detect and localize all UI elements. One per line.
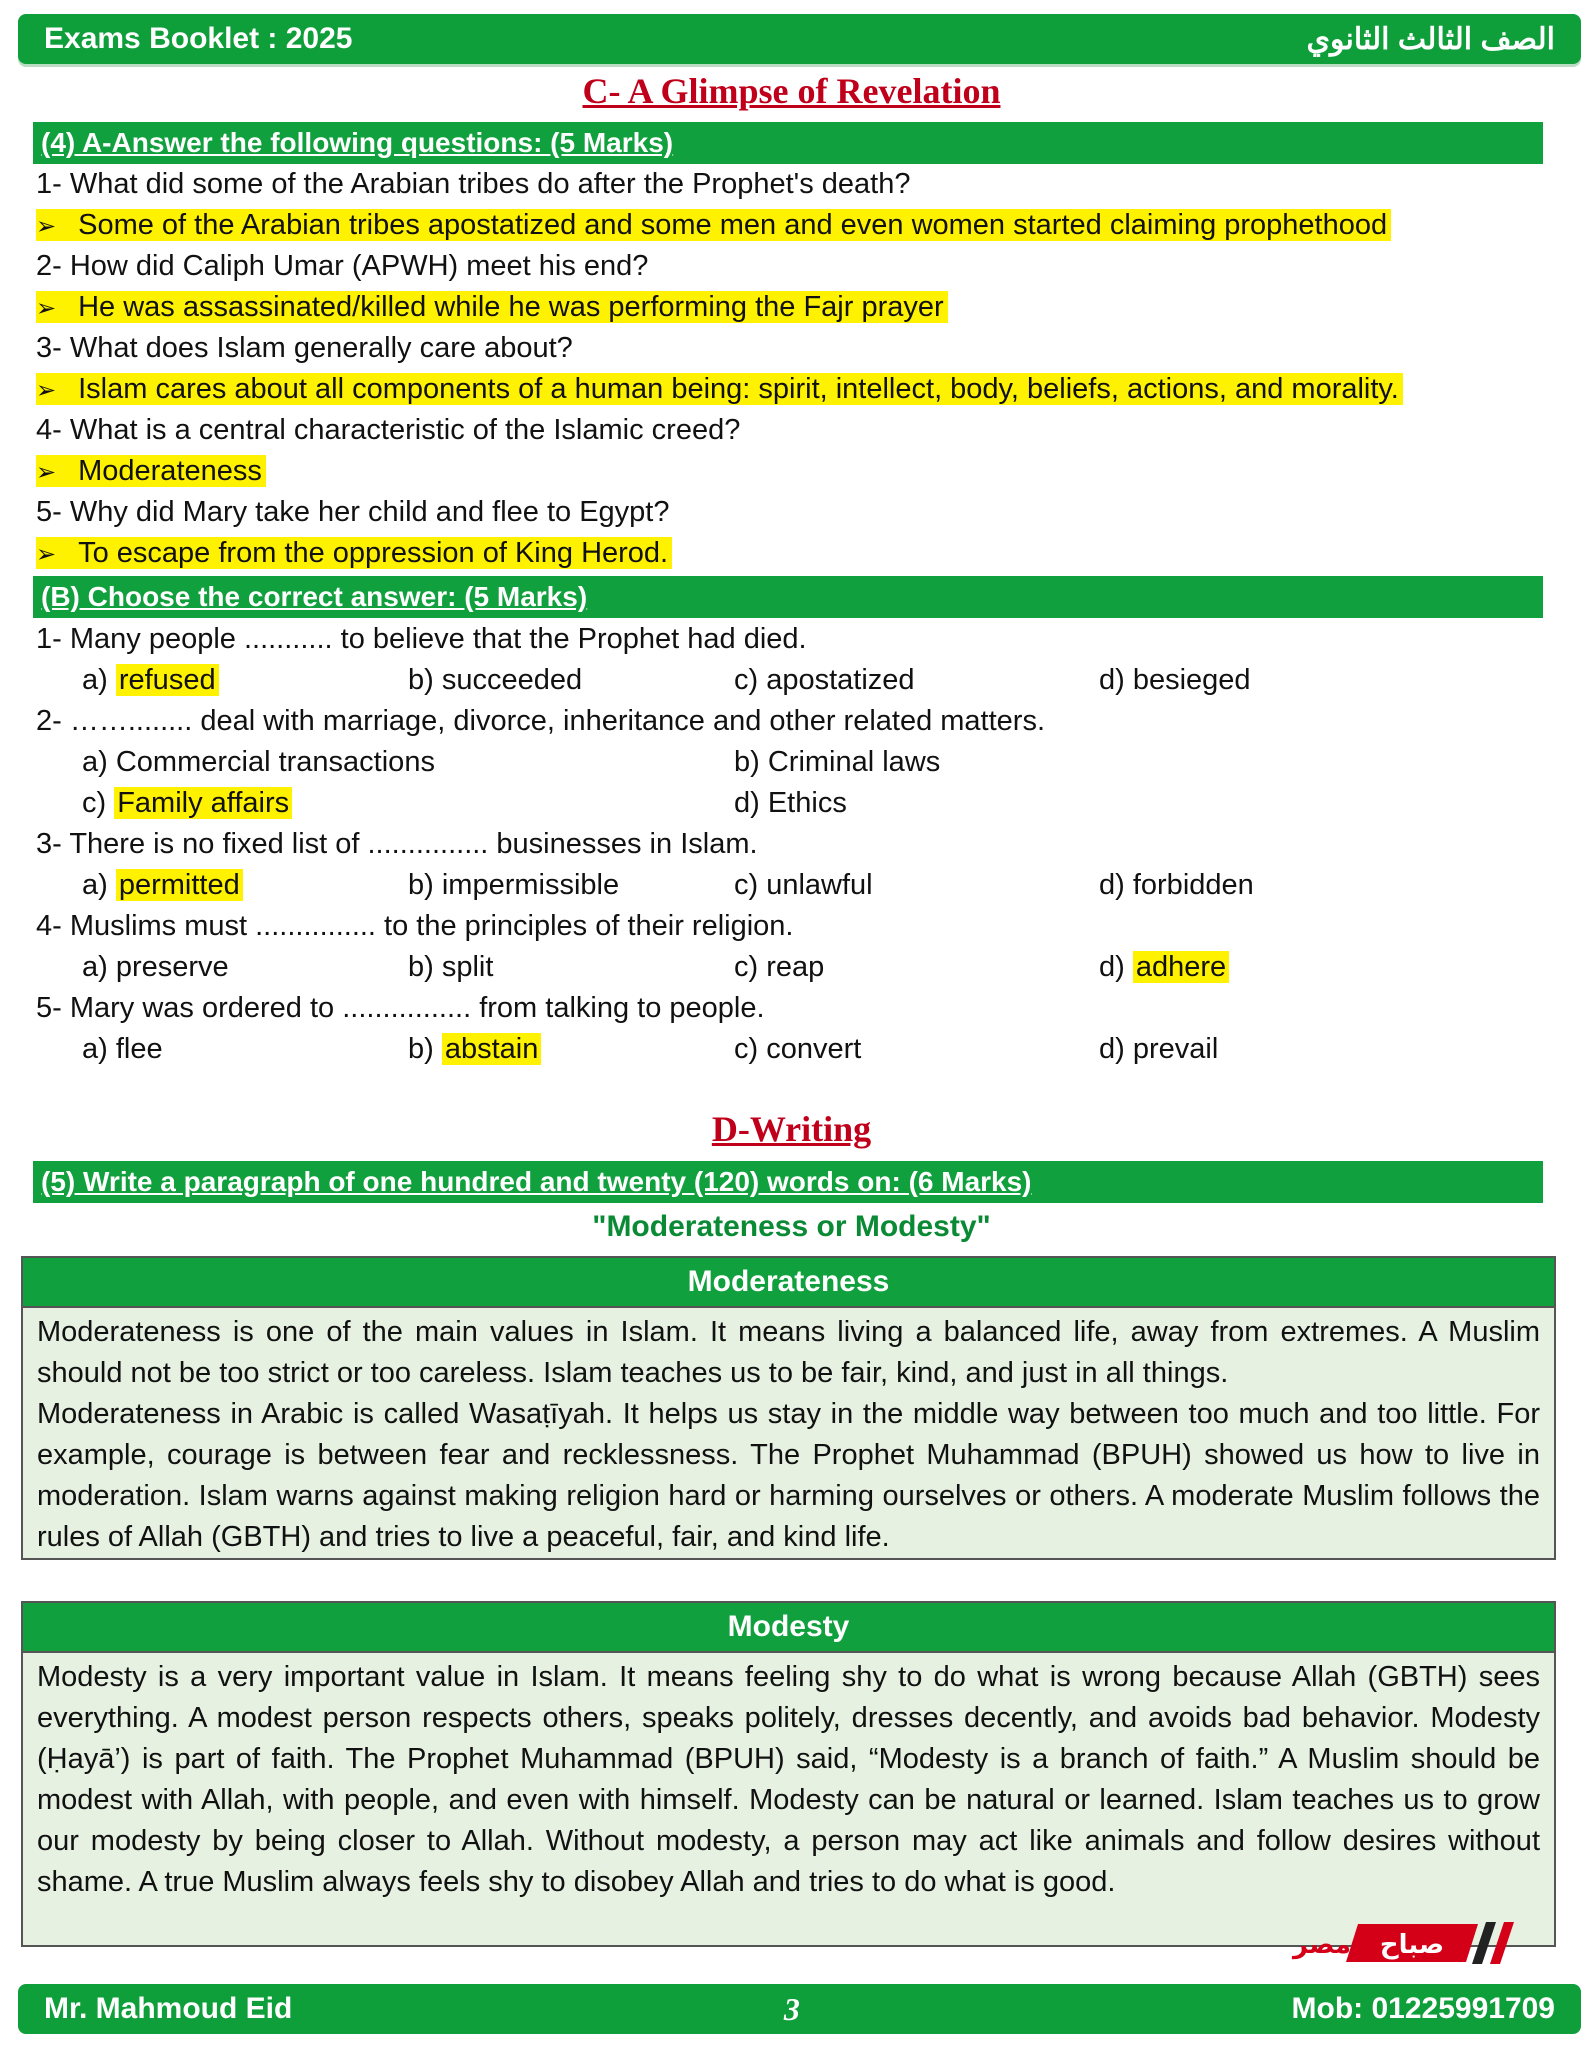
arrow-bullet-icon: ➢ [36, 213, 57, 240]
modesty-paragraph [23, 1653, 1554, 1911]
moderateness-box [21, 1256, 1556, 1560]
section-c-title: C- A Glimpse of Revelation [582, 71, 1001, 111]
writing-topic: "Moderateness or Modesty" [592, 1210, 991, 1243]
watermark-text-1: مصر [1293, 1930, 1351, 1960]
mcq5-option-b: b) abstain [408, 1030, 541, 1068]
mcq5-option-a: a) flee [82, 1033, 163, 1065]
mcq1-option-d: d) besieged [1099, 664, 1251, 696]
section-d-title: D-Writing [711, 1109, 872, 1149]
moderateness-paragraph [23, 1308, 1554, 1566]
question-2: 2- How did Caliph Umar (APWH) meet his end? [36, 250, 649, 282]
grade-label: الصف الثالث الثانوي [1306, 22, 1555, 56]
mcq-question-1: 1- Many people ........... to believe that the Prophet had died. [36, 623, 807, 655]
mcq3-option-b: b) impermissible [408, 869, 620, 901]
arrow-bullet-icon: ➢ [36, 377, 57, 404]
answer-5: ➢ To escape from the oppression of King Herod. [36, 534, 672, 574]
answer-1: ➢ Some of the Arabian tribes apostatized and some men and even women started claiming prophethood [36, 206, 1391, 246]
mcq2-option-a: a) Commercial transactions [82, 746, 435, 778]
watermark-text-2: صباح [1379, 1930, 1445, 1960]
question-5: 5- Why did Mary take her child and flee to Egypt? [36, 496, 670, 528]
modesty-title: Modesty [23, 1603, 1554, 1653]
mcq1-option-b: b) succeeded [408, 664, 583, 696]
page-number: 3 [783, 1990, 800, 2027]
mcq-question-5: 5- Mary was ordered to ................ from talking to people. [36, 992, 765, 1024]
mcq2-option-c: c) Family affairs [82, 784, 292, 822]
mcq2-option-d: d) Ethics [734, 787, 847, 819]
mcq3-option-d: d) forbidden [1099, 869, 1254, 901]
watermark-logo [1278, 1918, 1530, 1968]
arrow-bullet-icon: ➢ [36, 459, 57, 486]
question-1: 1- What did some of the Arabian tribes do after the Prophet's death? [36, 168, 911, 200]
moderateness-p1: Moderateness is one of the main values in Islam. It means living a balanced life, away from extremes. A Muslim should not be too strict or too careless. Islam teaches us to be fair, kind, and just in all things. [37, 1316, 1540, 1389]
part-a-heading: (4) A-Answer the following questions: (5 Marks) [33, 122, 1543, 164]
moderateness-p2: Moderateness in Arabic is called Wasaṭīyah. It helps us stay in the middle way between too much and too little. For example, courage is between fear and recklessness. The Prophet Muhammad (BPUH) showed us how to live in moderation. Islam warns against making religion hard or harming ourselves or others. A moderate Muslim follows the rules of Allah (GBTH) and tries to live a peaceful, fair, and kind life. [37, 1398, 1540, 1553]
mcq5-option-c: c) convert [734, 1033, 862, 1065]
mobile-number: Mob: 01225991709 [1291, 1992, 1555, 2025]
arrow-bullet-icon: ➢ [36, 295, 57, 322]
mcq4-option-a: a) preserve [82, 951, 229, 983]
part-b-heading: (B) Choose the correct answer: (5 Marks) [33, 576, 1543, 618]
mcq4-option-c: c) reap [734, 951, 825, 983]
mcq2-option-b: b) Criminal laws [734, 746, 941, 778]
question-4: 4- What is a central characteristic of the Islamic creed? [36, 414, 741, 446]
mcq4-option-b: b) split [408, 951, 494, 983]
teacher-name: Mr. Mahmoud Eid [44, 1992, 293, 2025]
writing-heading: (5) Write a paragraph of one hundred and twenty (120) words on: (6 Marks) [33, 1161, 1543, 1203]
answer-3: ➢ Islam cares about all components of a human being: spirit, intellect, body, beliefs, actions, and morality. [36, 370, 1403, 410]
header-bar [18, 14, 1581, 64]
answer-2: ➢ He was assassinated/killed while he was performing the Fajr prayer [36, 288, 948, 328]
mcq4-option-d: d) adhere [1099, 948, 1229, 986]
footer-bar [18, 1984, 1581, 2034]
mcq3-option-c: c) unlawful [734, 869, 873, 901]
booklet-title: Exams Booklet : 2025 [44, 22, 353, 55]
mcq3-option-a: a) permitted [82, 866, 243, 904]
answer-4: ➢ Moderateness [36, 452, 266, 492]
mcq-question-2: 2- ……........ deal with marriage, divorce, inheritance and other related matters. [36, 705, 1046, 737]
moderateness-title: Moderateness [23, 1258, 1554, 1308]
arrow-bullet-icon: ➢ [36, 541, 57, 568]
mcq-question-3: 3- There is no fixed list of ............... businesses in Islam. [36, 828, 758, 860]
mcq5-option-d: d) prevail [1099, 1033, 1219, 1065]
question-3: 3- What does Islam generally care about? [36, 332, 573, 364]
modesty-box [21, 1601, 1556, 1947]
modesty-p1: Modesty is a very important value in Islam. It means feeling shy to do what is wrong because Allah (GBTH) sees everything. A modest person respects others, speaks politely, dresses decently, and avoids bad behavior. Modesty (Ḥayā’) is part of faith. The Prophet Muhammad (BPUH) said, “Modesty is a branch of faith.” A Muslim should be modest with Allah, with people, and even with himself. Modesty can be natural or learned. Islam teaches us to grow our modesty by being closer to Allah. Without modesty, a person may act like animals and follow desires without shame. A true Muslim always feels shy to disobey Allah and tries to do what is good. [37, 1661, 1540, 1898]
mcq1-option-a: a) refused [82, 661, 219, 699]
mcq-question-4: 4- Muslims must ............... to the principles of their religion. [36, 910, 794, 942]
mcq1-option-c: c) apostatized [734, 664, 915, 696]
